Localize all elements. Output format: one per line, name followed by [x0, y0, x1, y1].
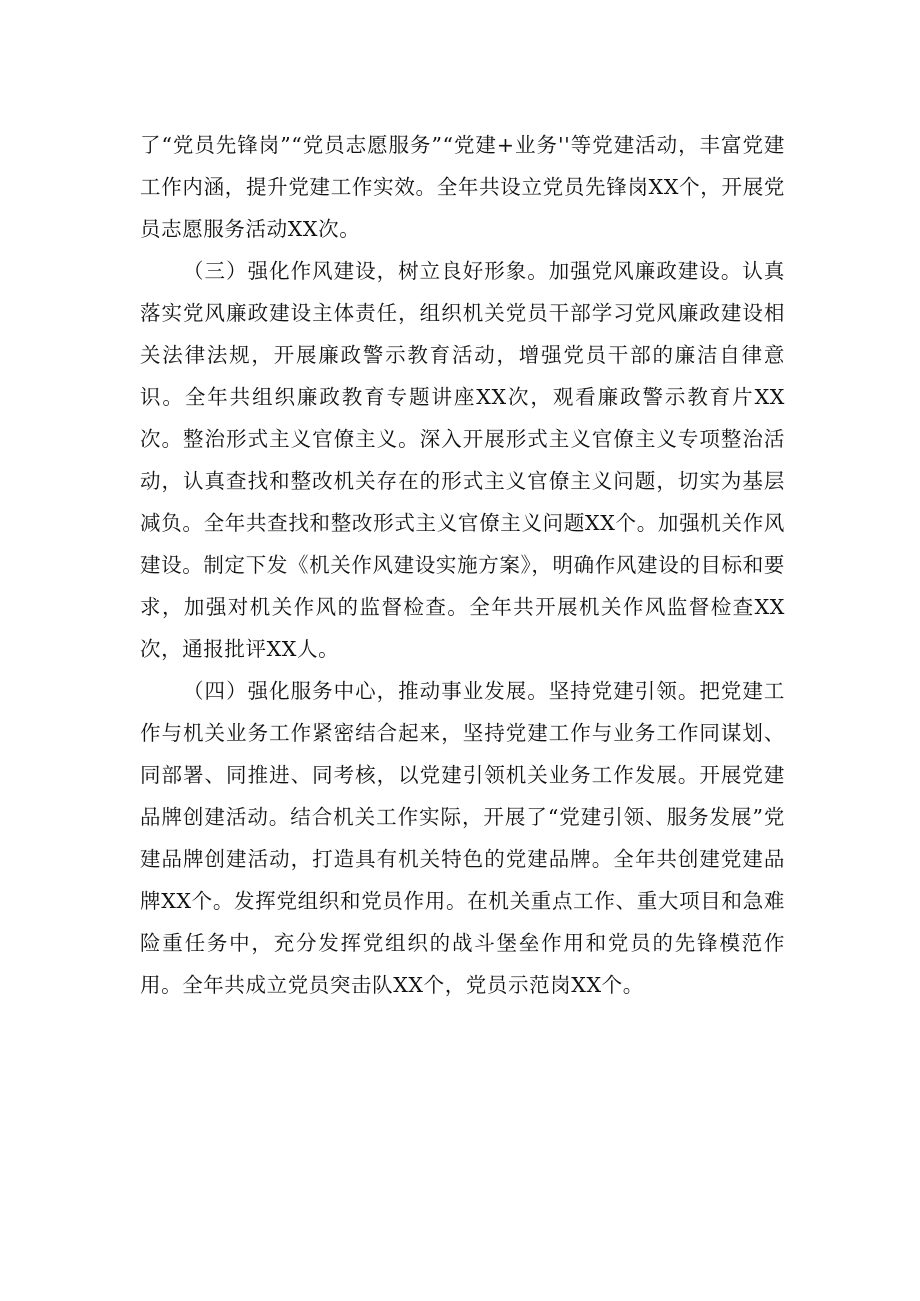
document-body — [140, 124, 785, 1006]
paragraph-work-style: （三）强化作风建设，树立良好形象。加强党风廉政建设。认真落实党风廉政建设主体责任，组织机关党员干部学习党风廉政建设相关法律法规，开展廉政警示教育活动，增强党员干部的廉洁自律意识。全年共组织廉政教育专题讲座XX次，观看廉政警示教育片XX次。整治形式主义官僚主义。深入开展形式主义官僚主义专项整治活动，认真查找和整改机关存在的形式主义官僚主义问题，切实为基层减负。全年共查找和整改形式主义官僚主义问题XX个。加强机关作风建设。制定下发《机关作风建设实施方案》，明确作风建设的目标和要求，加强对机关作风的监督检查。全年共开展机关作风监督检查XX次，通报批评XX人。 — [140, 259, 785, 661]
paragraph-service-center: （四）强化服务中心，推动事业发展。坚持党建引领。把党建工作与机关业务工作紧密结合起来，坚持党建工作与业务工作同谋划、同部署、同推进、同考核，以党建引领机关业务工作发展。开展党建品牌创建活动。结合机关工作实际，开展了“党建引领、服务发展”党建品牌创建活动，打造具有机关特色的党建品牌。全年共创建党建品牌XX个。发挥党组织和党员作用。在机关重点工作、重大项目和急难险重任务中，充分发挥党组织的战斗堡垒作用和党员的先锋模范作用。全年共成立党员突击队XX个，党员示范岗XX个。 — [140, 679, 785, 997]
paragraph-party-activities: 了“党员先锋岗”“党员志愿服务”“党建+业务''等党建活动，丰富党建工作内涵，提升党建工作实效。全年共设立党员先锋岗XX个，开展党员志愿服务活动XX次。 — [140, 133, 785, 241]
